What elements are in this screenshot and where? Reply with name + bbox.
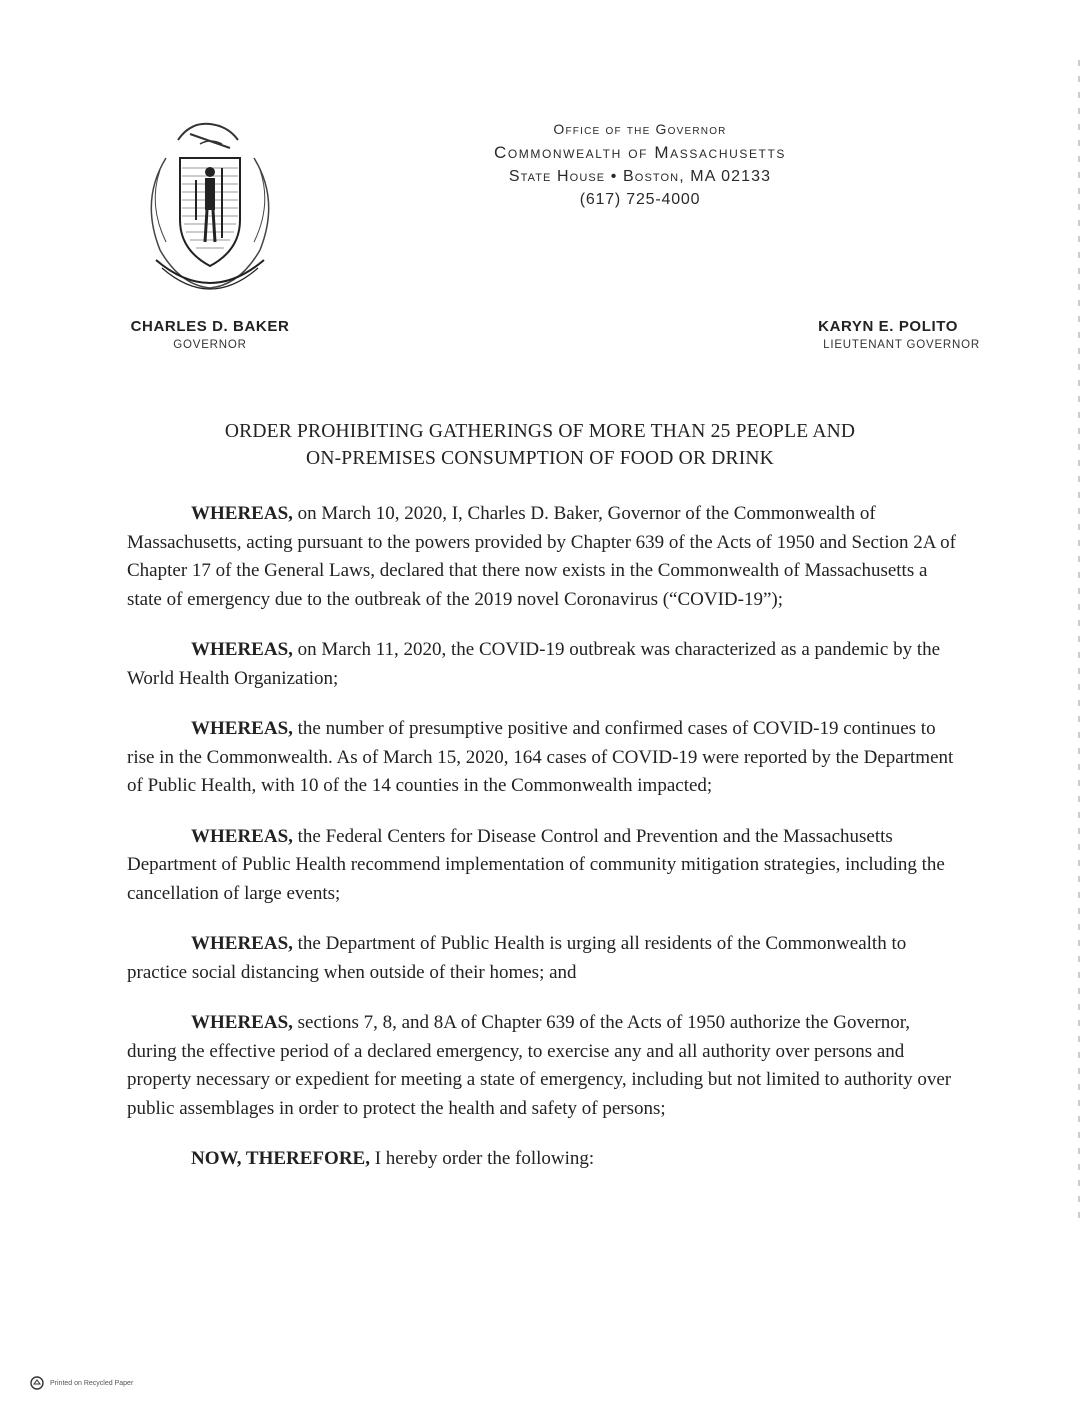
governor-name: CHARLES D. BAKER <box>130 318 290 335</box>
recycle-icon <box>30 1376 44 1390</box>
order-body <box>127 500 957 1194</box>
whereas-paragraph-4 <box>127 823 957 909</box>
order-title-line-2: ON-PREMISES CONSUMPTION OF FOOD OR DRINK <box>306 448 774 469</box>
paragraph-lead: WHEREAS, <box>191 503 293 524</box>
paragraph-lead: WHEREAS, <box>191 825 293 847</box>
whereas-paragraph-1 <box>127 500 957 614</box>
paragraph-text: on March 11, 2020, the COVID-19 outbreak was characterized as a pandemic by the World Health Organization; <box>127 639 941 689</box>
commonwealth-line: Commonwealth of Massachusetts <box>493 143 787 162</box>
governor-title: GOVERNOR <box>173 339 247 351</box>
footer <box>30 1376 133 1390</box>
paragraph-lead: WHEREAS, <box>191 933 293 954</box>
office-line: Office of the Governor <box>553 121 727 137</box>
paragraph-lead: WHEREAS, <box>191 718 293 739</box>
office-header <box>420 118 860 212</box>
massachusetts-seal-icon <box>130 110 290 300</box>
governor-block <box>110 317 310 353</box>
phone-line: (617) 725-4000 <box>579 191 701 208</box>
lt-governor-title: LIEUTENANT GOVERNOR <box>823 339 980 351</box>
whereas-paragraph-6 <box>127 1009 957 1123</box>
paragraph-text: the Federal Centers for Disease Control and Prevention and the Massachusetts Department of Public Health recommend implementation of community mitigation strategies, including the cancellation of large events; <box>127 825 945 904</box>
paragraph-text: on March 10, 2020, I, Charles D. Baker, Governor of the Commonwealth of Massachusetts, acting pursuant to the powers provided by Chapter 639 of the Acts of 1950 and Section 2A of Chapter 17 of the General Laws, declared that there now exists in the Commonwealth of Massachusetts a state of emergency due to the outbreak of the 2019 novel Coronavirus (“COVID-19”); <box>127 503 956 610</box>
whereas-paragraph-5 <box>127 930 957 987</box>
whereas-paragraph-2 <box>127 636 957 693</box>
order-title <box>120 418 960 472</box>
scan-edge-mark <box>1076 60 1082 1220</box>
order-title-line-1: ORDER PROHIBITING GATHERINGS OF MORE THAN 25 PEOPLE AND <box>224 421 856 442</box>
lt-governor-name: KARYN E. POLITO <box>818 318 958 335</box>
paragraph-text: the Department of Public Health is urging all residents of the Commonwealth to practice social distancing when outside of their homes; and <box>127 933 907 983</box>
paragraph-lead: WHEREAS, <box>191 639 293 660</box>
address-line: State House • Boston, MA 02133 <box>508 168 772 185</box>
whereas-paragraph-3 <box>127 715 957 801</box>
paragraph-text: the number of presumptive positive and confirmed cases of COVID-19 continues to rise in the Commonwealth. As of March 15, 2020, 164 cases of COVID-19 were reported by the Department of Public Health, with 10 of the 14 counties in the Commonwealth impacted; <box>127 718 954 796</box>
now-therefore-paragraph <box>127 1145 957 1174</box>
lt-governor-block <box>780 317 980 353</box>
paragraph-text: sections 7, 8, and 8A of Chapter 639 of the Acts of 1950 authorize the Governor, during the effective period of a declared emergency, to exercise any and all authority over persons and property necessary or expedient for meeting a state of emergency, including but not limited to authority over public assemblages in order to protect the health and safety of persons; <box>127 1012 952 1119</box>
paragraph-lead: NOW, THEREFORE, <box>191 1148 370 1169</box>
footer-text: Printed on Recycled Paper <box>50 1379 134 1387</box>
paragraph-text: I hereby order the following: <box>369 1148 595 1169</box>
paragraph-lead: WHEREAS, <box>191 1012 293 1033</box>
